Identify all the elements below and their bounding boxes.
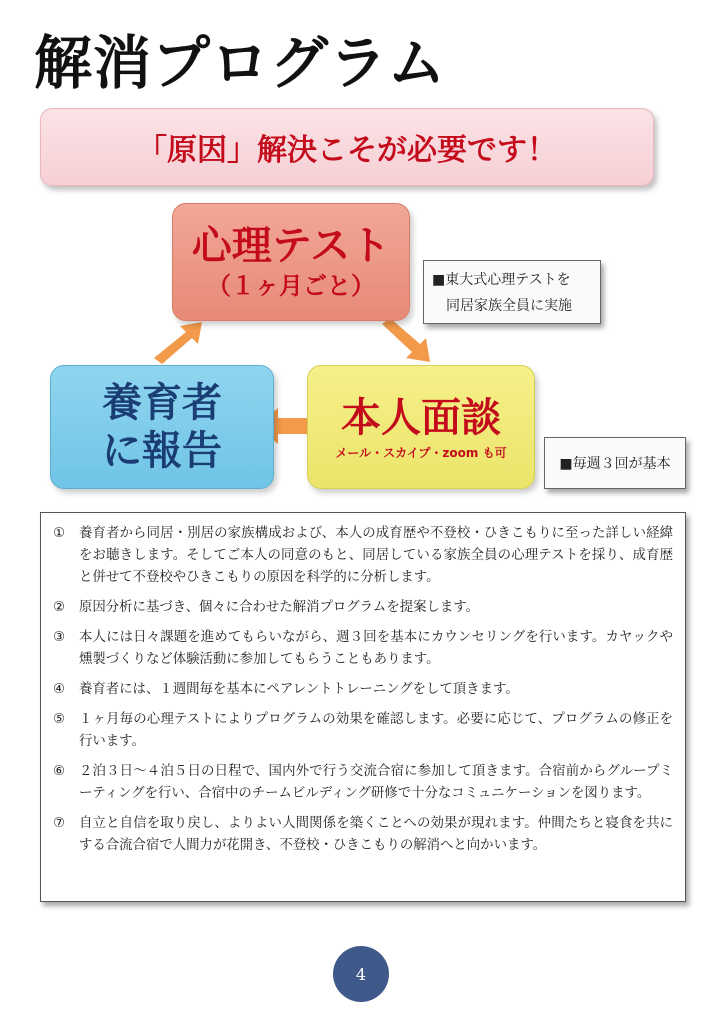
item-number: ⑤ xyxy=(53,712,66,727)
item-number: ① xyxy=(53,526,66,541)
steps-list xyxy=(40,512,686,902)
interview-box xyxy=(307,365,535,489)
psych-test-frequency: （１ヶ月ごと） xyxy=(207,272,375,300)
page-number: 4 xyxy=(355,964,367,984)
report-box xyxy=(50,365,274,489)
item-text: 原因分析に基づき、個々に合わせた解消プログラムを提案します。 xyxy=(79,600,479,615)
item-number: ⑦ xyxy=(53,816,66,831)
psych-test-note-line2: 同居家族全員に実施 xyxy=(446,298,572,314)
report-label-line1: 養育者 xyxy=(102,380,222,426)
item-number: ② xyxy=(53,600,66,615)
interview-methods: メール・スカイプ・zoom も可 xyxy=(335,446,507,460)
item-text: １ヶ月毎の心理テストによりプログラムの効果を確認します。必要に応じて、プログラムの修正を行います。 xyxy=(79,712,673,749)
arrow-down-right-icon xyxy=(376,318,436,366)
item-text: ２泊３日～４泊５日の日程で、国内外で行う交流合宿に参加して頂きます。合宿前からグループミーティングを行い、合宿中のチームビルディング研修で十分なコミュニケーションを図ります。 xyxy=(79,764,673,801)
psych-test-note xyxy=(423,260,601,324)
page-number-badge xyxy=(333,946,389,1002)
list-item xyxy=(53,813,673,857)
list-item xyxy=(53,523,673,589)
psych-test-label: 心理テスト xyxy=(191,223,391,269)
list-item xyxy=(53,597,673,619)
psych-test-note-line1: ■東大式心理テストを xyxy=(432,272,571,288)
psych-test-box xyxy=(172,203,410,321)
interview-label: 本人面談 xyxy=(341,395,501,441)
headline-text: 「原因」解決こそが必要です！ xyxy=(137,133,557,168)
item-number: ⑥ xyxy=(53,764,66,779)
item-number: ③ xyxy=(53,630,66,645)
interview-note-text: ■毎週３回が基本 xyxy=(559,456,671,472)
item-text: 養育者には、１週間毎を基本にペアレントトレーニングをして頂きます。 xyxy=(79,682,519,697)
list-item xyxy=(53,679,673,701)
report-label-line2: に報告 xyxy=(102,428,222,474)
interview-note xyxy=(544,437,686,489)
arrow-up-right-icon xyxy=(148,318,208,364)
item-text: 自立と自信を取り戻し、よりよい人間関係を築くことへの効果が現れます。仲間たちと寝食を共にする合流合宿で人間力が花開き、不登校・ひきこもりの解消へと向かいます。 xyxy=(79,816,673,853)
list-item xyxy=(53,709,673,753)
page-title: 解消プログラム xyxy=(34,29,447,97)
list-item xyxy=(53,761,673,805)
item-text: 養育者から同居・別居の家族構成および、本人の成育歴や不登校・ひきこもりに至った詳しい経緯をお聴きします。そしてご本人の同意のもと、同居している家族全員の心理テストを採り、成育歴と併せて不登校やひきこもりの原因を科学的に分析します。 xyxy=(79,526,673,585)
item-text: 本人には日々課題を進めてもらいながら、週３回を基本にカウンセリングを行います。カヤックや燻製づくりなど体験活動に参加してもらうこともあります。 xyxy=(79,630,673,667)
item-number: ④ xyxy=(53,682,66,697)
headline-banner xyxy=(40,108,654,186)
list-item xyxy=(53,627,673,671)
